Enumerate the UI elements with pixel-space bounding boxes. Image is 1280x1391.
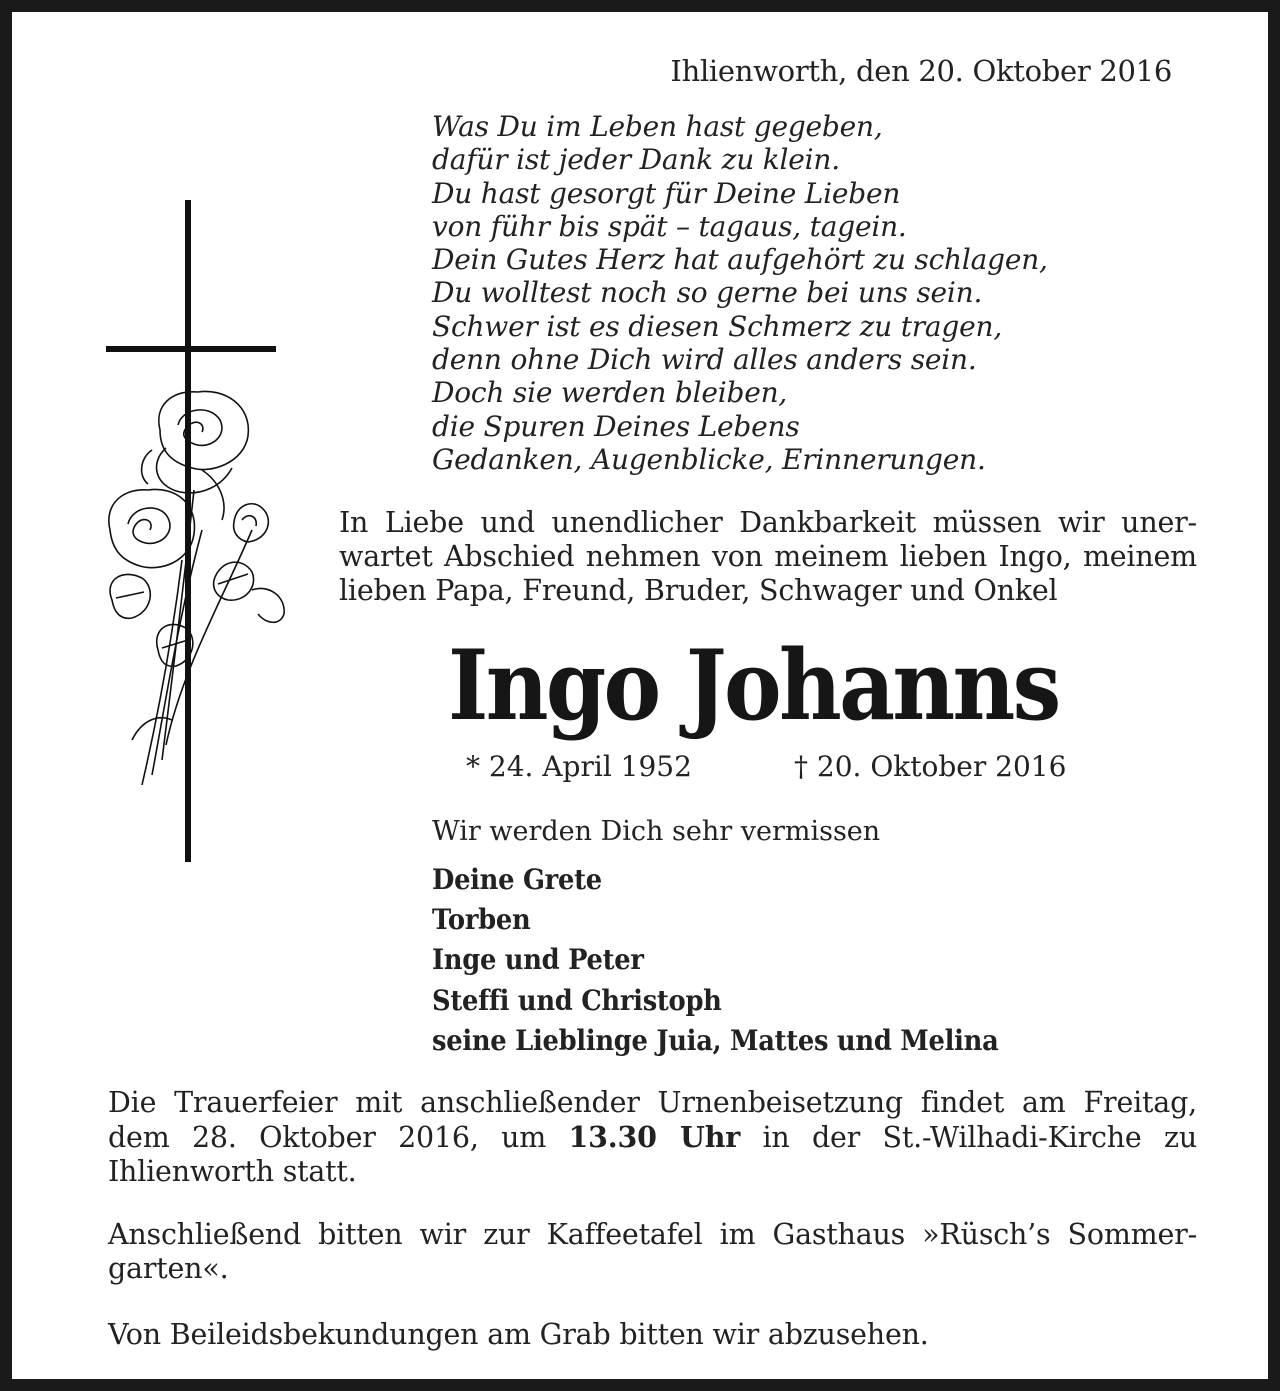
poem-line: Doch sie werden bleiben, xyxy=(432,376,788,410)
poem-line: dafür ist jeder Dank zu klein. xyxy=(432,143,840,177)
service-line: Die Trauerfeier mit anschließender Urnenbeisetzung findet am Freitag, xyxy=(108,1086,1197,1119)
signatory: Steffi und Christoph xyxy=(432,983,722,1017)
coffee-line: Anschließend bitten wir zur Kaffeetafel im Gasthaus »Rüsch’s Sommer- xyxy=(108,1218,1197,1251)
intro-line: In Liebe und unendlicher Dankbarkeit müssen wir uner- xyxy=(339,506,1197,539)
cross-with-roses-illustration xyxy=(102,200,302,865)
closing-line: Wir werden Dich sehr vermissen xyxy=(432,816,881,847)
poem-line: Gedanken, Augenblicke, Erinnerungen. xyxy=(432,442,986,476)
rose-icon xyxy=(109,391,284,785)
signatories xyxy=(432,860,999,1061)
poem xyxy=(432,110,1048,476)
service-time: 13.30 Uhr xyxy=(568,1120,741,1154)
birth-date: * 24. April 1952 xyxy=(466,750,692,783)
poem-line: Dein Gutes Herz hat aufgehört zu schlagen, xyxy=(432,243,1048,277)
deceased-name: Ingo Johanns xyxy=(448,629,1059,742)
condolences-line: Von Beileidsbekundungen am Grab bitten wir abzusehen. xyxy=(108,1318,929,1351)
signatory: Torben xyxy=(432,903,531,937)
poem-line: Du wolltest noch so gerne bei uns sein. xyxy=(432,276,983,310)
coffee-line: garten«. xyxy=(108,1252,229,1285)
intro-line: lieben Papa, Freund, Bruder, Schwager und Onkel xyxy=(339,574,1058,607)
poem-line: die Spuren Deines Lebens xyxy=(432,409,800,443)
service-paragraph xyxy=(108,1086,1197,1189)
cross-icon xyxy=(106,200,276,862)
signatory: Inge und Peter xyxy=(432,943,644,977)
signatory: Deine Grete xyxy=(432,863,602,896)
poem-line: Was Du im Leben hast gegeben, xyxy=(432,110,883,143)
signatory: seine Lieblinge Juia, Mattes und Melina xyxy=(432,1023,999,1057)
poem-line: Schwer ist es diesen Schmerz zu tragen, xyxy=(432,309,1003,343)
intro-paragraph xyxy=(339,506,1197,608)
service-text: in der St.-Wilhadi-Kirche zu xyxy=(762,1121,1197,1154)
death-date: † 20. Oktober 2016 xyxy=(794,750,1067,783)
poem-line: denn ohne Dich wird alles anders sein. xyxy=(432,343,977,377)
condolences-paragraph xyxy=(108,1318,1197,1352)
poem-line: Du hast gesorgt für Deine Lieben xyxy=(432,176,901,210)
service-text: dem 28. Oktober 2016, um xyxy=(108,1121,547,1154)
intro-line: wartet Abschied nehmen von meinem lieben Ingo, meinem xyxy=(339,540,1197,573)
coffee-paragraph xyxy=(108,1218,1197,1286)
poem-line: von führ bis spät – tagaus, tagein. xyxy=(432,209,907,243)
service-line: Ihlienworth statt. xyxy=(108,1155,357,1188)
dateline: Ihlienworth, den 20. Oktober 2016 xyxy=(670,54,1172,88)
service-line xyxy=(108,1120,1197,1155)
